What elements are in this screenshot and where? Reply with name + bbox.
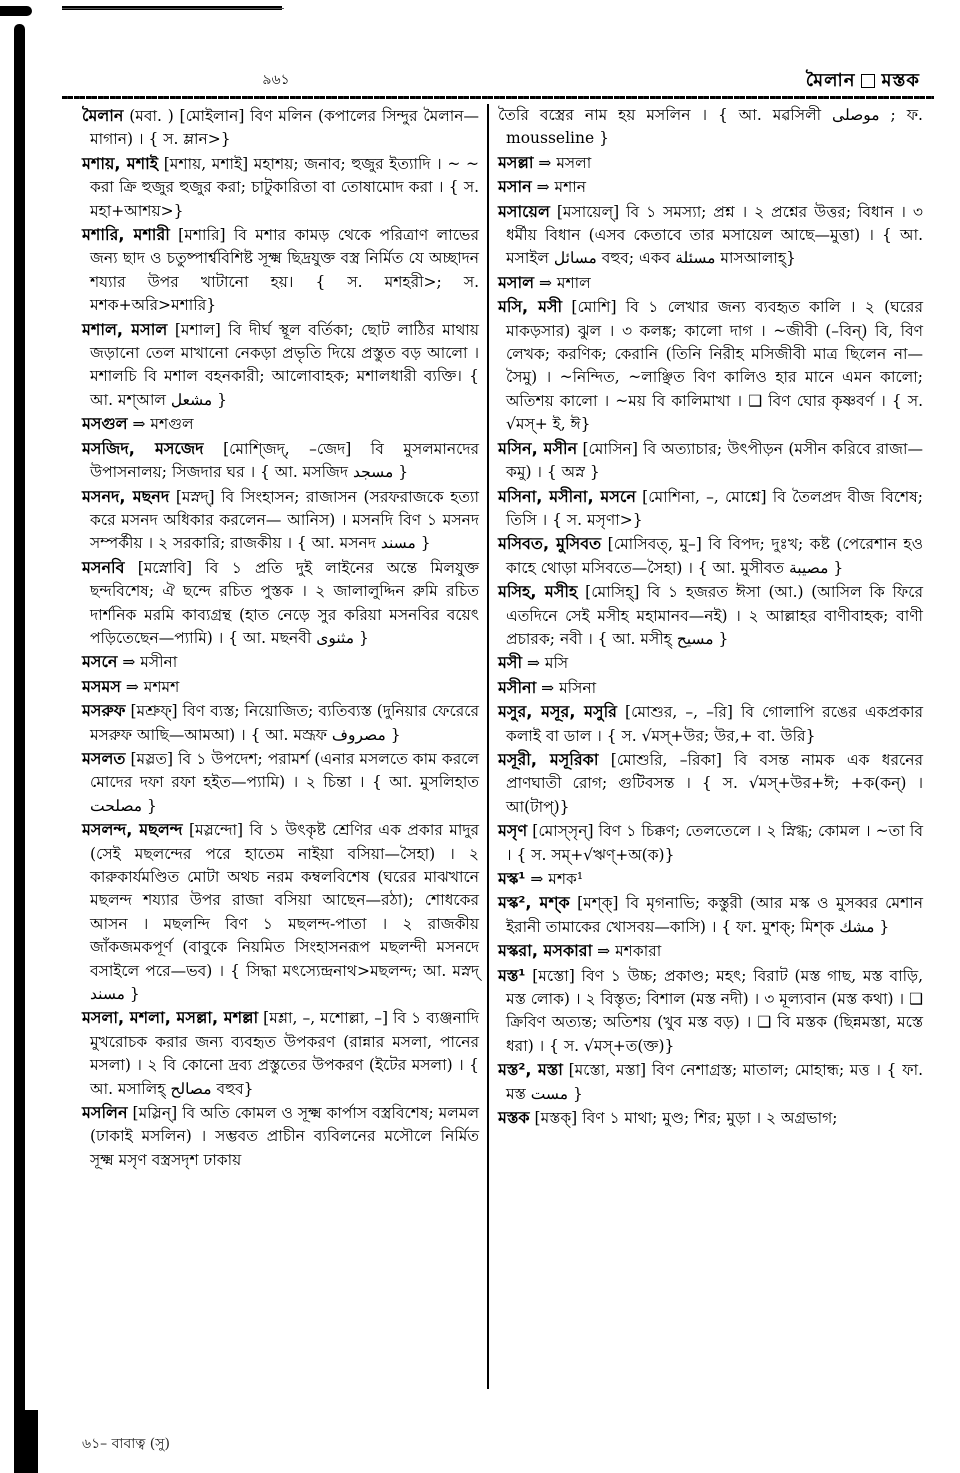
entry-definition: ⇒ মসিনা	[536, 678, 597, 697]
entry-definition: [মস্নোবি] বি ১ প্রতি দুই লাইনের অন্তে মিলযুক্ত ছন্দবিশেষ; ঐ ছন্দে রচিত পুস্তক । ২ জালালুদ্দিন রুমি রচিত দার্শনিক মরমি কাব্যগ্রন্থ (হাত নেড়ে সুর করিয়া মসনবির বয়েৎ পড়িতেছেন—প্যামি) । { আ. মছনবী مثنوی }	[90, 558, 479, 647]
entry-headword: মশায়, মশাই	[82, 153, 159, 173]
entry-definition: ⇒ মশান	[531, 178, 587, 197]
entry-definition: ⇒ মশাল	[534, 273, 591, 292]
entry-definition: [মোশুর, –, –রি] বি গোলাপি রঙের একপ্রকার কলাই বা ডাল । { স. √মস্+উর; উর,+ বা. উরি}	[506, 703, 923, 745]
dictionary-entry	[82, 556, 479, 651]
dictionary-entry	[498, 295, 923, 436]
dictionary-entry	[82, 437, 479, 485]
entry-definition: [মশ্রুফ্] বিণ ব্যস্ত; নিয়োজিত; ব্যতিব্যস্ত (দুনিয়ার ফেরেরে মসরুফ আছি—আমআ) । { আ. মস্রূফ مصروف }	[90, 702, 479, 744]
entry-headword: মসগুল	[82, 414, 128, 434]
dictionary-entry	[82, 104, 479, 152]
entry-definition: [মস্নদ্] বি সিংহাসন; রাজাসন (সরফরাজকে হত্যা করে মসনদ অধিকার করলেন— আনিস) । মসনদি বিণ ১ মসনদ সম্পর্কীয় । ২ সরকারি; রাজকীয় । { আ. মসনদ مسند }	[90, 487, 479, 553]
dictionary-entry	[498, 485, 923, 533]
entry-definition: [মোসিহ্] বি ১ হজরত ঈসা (আ.) (আসিল কি ফিরে এতদিনে সেই মসীহ মহামানব—নই) । ২ আল্লাহর বাণীবাহক; বাণী প্রচারক; নবী । { আ. মসীহ্ مسيح }	[506, 583, 923, 648]
entry-headword: মসি, মসী	[498, 297, 563, 317]
entry-headword: মসৃণ	[498, 821, 528, 841]
entry-headword: মসিবত, মুসিবত	[498, 534, 602, 554]
guide-words	[806, 66, 920, 97]
entry-headword: মশাল, মসাল	[82, 319, 168, 339]
dictionary-entry	[498, 104, 923, 151]
entry-headword: মসিহ, মসীহ	[498, 582, 578, 602]
entry-definition: [মোসিবত্, মু–] বি বিপদ; দুঃখ; কষ্ট (পেরেশান হও কাহে থোড়া মসিবতে—সৈহা) । { আ. মুসীবত مصيبة }	[506, 535, 923, 577]
entry-headword: মস্করা, মসকারা	[498, 941, 593, 961]
entry-definition: ⇒ মশগুল	[127, 415, 194, 434]
entry-definition: ⇒ মশমশ	[120, 677, 180, 696]
entry-definition: ⇒ মসি	[522, 654, 569, 673]
entry-headword: মসিনা, মসীনা, মসনে	[498, 486, 636, 506]
entry-headword: মৈলান	[82, 106, 124, 125]
entry-headword: মস্ক¹	[498, 869, 526, 888]
dictionary-entry	[82, 818, 479, 1006]
entry-headword: মসনবি	[82, 557, 125, 577]
entry-definition: [মোশি] বি ১ লেখার জন্য ব্যবহৃত কালি । ২ (ঘরের মাকড়সার) ঝুল । ৩ কলঙ্ক; কালো দাগ । ~জীবী (–বিন্) বি, বিণ লেখক; করণিক; কেরানি (তিনি নিরীহ মসিজীবী মাত্র ছিলেন না—সৈমু) । ~নিন্দিত, ~লাঞ্ছিত বিণ কালিও হার মানে এমন কালো; অতিশয় কালো । ~ময় বি কালিমাখা । ❑ বিণ ঘোর কৃষ্ণবর্ণ । { স. √মস্+ ই, ঈ}	[506, 298, 923, 434]
entry-headword: মসী	[498, 653, 523, 673]
dictionary-entry	[82, 485, 479, 556]
entry-definition: [মস্লত] বি ১ উপদেশ; পরামর্শ (এনার মসলতে কাম করলে মোদের দফা রফা হইত—প্যামি) । ২ চিন্তা । { আ. মুসলিহাত مصلحت }	[90, 749, 479, 815]
dictionary-entry	[82, 650, 479, 674]
left-column	[82, 104, 479, 1172]
entry-headword: মস্ত¹	[498, 965, 526, 985]
dictionary-entry	[498, 748, 923, 819]
dictionary-entry	[498, 964, 923, 1059]
dictionary-entry	[82, 412, 479, 436]
entry-definition: [মোসিন] বি অত্যাচার; উৎপীড়ন (মসীন করিবে রাজা—কমু) । { অস্ন }	[506, 439, 923, 482]
entry-headword: মসনদ, মছনদ	[82, 486, 170, 506]
entry-definition: (মবা. ) [মোইলান] বিণ মলিন (কপালের সিন্দুর মৈলান— মাগান) । { স. ম্লান>}	[90, 107, 479, 149]
entry-headword: মসমস	[82, 676, 121, 696]
entry-headword: মসলত	[82, 748, 126, 768]
guide-word-first: মৈলান	[805, 70, 856, 91]
separator-box-icon	[861, 74, 875, 88]
footer-signature: ৬১– বাবাত্ব (সু)	[82, 1436, 170, 1452]
page-number: ৯৬১	[262, 72, 290, 88]
entry-definition: ⇒ মসলা	[533, 153, 592, 172]
entry-headword: মসলন্দ, মছলন্দ	[82, 820, 183, 840]
entry-definition: [মশ্ক্] বি মৃগনাভি; কস্তুরী (আর মস্ক ও মুসব্বর মেশান ইরানী তামাকের খোসবয়—কাসি) । { ফা. মুশক্; মিশ্ক مشك }	[506, 894, 923, 936]
entry-definition: [মোশিনা, –, মোশ্নে] বি তৈলপ্রদ বীজ বিশেষ; তিসি । { স. মসৃণা>}	[506, 487, 923, 529]
entry-definition: [মোশুরি, –রিকা] বি বসন্ত নামক এক ধরনের প্রাণঘাতী রোগ; গুটিবসন্ত । { স. √মস্+উর+ঈ; +ক(কন্) । আ(টাপ্)}	[506, 750, 923, 816]
dictionary-entry	[498, 676, 923, 700]
entry-headword: মসজিদ, মসজেদ	[82, 438, 204, 458]
dictionary-entry	[498, 532, 923, 580]
entry-definition: [মোস্সৃন্] বিণ ১ চিক্কণ; তেলতেলে । ২ স্নিগ্ধ; কোমল । ~তা বি । { স. সম্+√ঋণ্+অ(ক)}	[506, 822, 923, 864]
entry-headword: মস্ক², মশ্ক	[498, 893, 570, 913]
dictionary-entry	[498, 939, 923, 963]
dictionary-entry	[498, 580, 923, 651]
entry-headword: মসলিন	[82, 1103, 128, 1123]
dictionary-entry	[498, 1106, 923, 1130]
dictionary-entry	[498, 175, 923, 199]
top-scan-rule-thin	[62, 8, 284, 9]
dictionary-entry	[498, 151, 923, 175]
entry-definition: ⇒ মশক¹	[525, 870, 584, 888]
entry-definition: [মশাল] বি দীর্ঘ স্থূল বর্তিকা; ছোট লাঠির মাথায় জড়ানো তেল মাখানো নেকড়া প্রভৃতি দিয়ে প্রস্তুত বড় আলো । মশালচি বি মশাল বহনকারী; আলোবাহক; মশালধারী ব্যক্তি। { আ. মশ্আল مشعل }	[90, 320, 479, 409]
header-rule	[62, 96, 934, 99]
entry-headword: মস্তক	[498, 1108, 530, 1128]
right-column	[498, 104, 923, 1130]
entry-headword: মশারি, মশারী	[82, 225, 170, 245]
entry-definition: [মসায়েল্] বি ১ সমস্যা; প্রশ্ন । ২ প্রশ্নের উত্তর; বিধান । ৩ ধর্মীয় বিধান (এসব কেতাবে তার মসায়েল আছে—মুত্তা) । { আ. মসাইল مسائل বহুব; একব مسئلة মাসআলাহ্}	[506, 202, 923, 268]
dictionary-entry	[82, 223, 479, 318]
entry-definition: [মস্তক্] বিণ ১ মাথা; মুণ্ড; শির; মুড়া । ২ অগ্রভাগ;	[529, 1109, 838, 1128]
entry-definition: [মশ্লা, –, মশোল্লা, –] বি ১ ব্যঞ্জনাদি মুখরোচক করার জন্য ব্যবহৃত উপকরণ (রান্নার মসলা, পানের মসলা) । ২ বি কোনো দ্রব্য প্রস্তুতের উপকরণ (ইটের মসলা) । { আ. মসালিহ্ مصالح বহুব}	[90, 1009, 479, 1098]
entry-definition: [মোশ্জিদ্, –জেদ] বি মুসলমানদের উপাসনালয়; সিজদার ঘর । { আ. মসজিদ مسجد }	[90, 439, 479, 482]
dictionary-entry	[498, 271, 923, 295]
entry-definition: [মশায়, মশাই] মহাশয়; জনাব; হুজুর ইত্যাদি । ~ ~ করা ক্রি হুজুর হুজুর করা; চাটুকারিতা বা তোষামোদ করা । { স. মহা+আশয়>}	[90, 154, 479, 220]
entry-definition: [মস্লন্দো] বি ১ উৎকৃষ্ট শ্রেণির এক প্রকার মাদুর (সেই মছলন্দের পরে হাতেম নাইয়া বসিয়া—সৈহা) । ২ কারুকার্যমণ্ডিত মোটা অথচ নরম কম্বলবিশেষ (ঘরের মাঝখানে মছলন্দ শয্যার উপর রাজা বসিয়া আছেন—রঠা); শোধকের আসন । মছলন্দি বিণ ১ মছলন্দ-পাতা । ২ রাজকীয় জাঁকজমকপূর্ণ (বাবুকে নিয়মিত সিংহাসনরূপ মছলন্দী মসনদে বসাইলে পরে—ভব) । { সিদ্ধা মৎস্যেন্দ্রনাথ>মছলন্দ; আ. মস্নদ্ مسند }	[90, 821, 479, 1004]
entry-definition: [মস্তো, মস্তা] বিণ নেশাগ্রস্ত; মাতাল; মোহান্ধ; মত্ত । { ফা. মস্ত مست }	[506, 1061, 923, 1103]
dictionary-entry	[498, 867, 923, 891]
entry-headword: মসীনা	[498, 677, 537, 697]
entry-headword: মসল্লা	[498, 152, 534, 172]
scan-edge-top	[0, 6, 32, 16]
dictionary-entry	[498, 1058, 923, 1106]
dictionary-entry	[498, 200, 923, 271]
column-divider	[487, 104, 489, 1389]
entry-headword: মসূরী, মসূরিকা	[498, 749, 599, 769]
scan-binding-edge	[14, 24, 25, 1464]
dictionary-entry	[498, 651, 923, 675]
entry-headword: মসায়েল	[498, 201, 550, 221]
entry-headword: মসরুফ	[82, 701, 126, 721]
dictionary-entry	[82, 699, 479, 747]
dictionary-entry	[82, 675, 479, 699]
entry-definition: [মস্তো] বিণ ১ উচ্চ; প্রকাণ্ড; মহৎ; বিরাট (মস্ত গাছ, মস্ত বাড়ি, মস্ত লোক) । ২ বিস্তৃত; বিশাল (মস্ত নদী) । ৩ মূল্যবান (মস্ত কথা) । ❑ ক্রিবিণ অত্যন্ত; অতিশয় (খুব মস্ত বড়) । ❑ বি মস্তক (ছিন্নমস্তা, মস্তে ধরা) । { স. √মস্+ত(ক্ত)}	[506, 966, 923, 1055]
entry-headword: মসলা, মশলা, মসল্লা, মশল্লা	[82, 1008, 259, 1028]
entry-definition: ⇒ মসীনা	[117, 653, 178, 672]
dictionary-entry	[82, 1101, 479, 1172]
entry-headword: মসাল	[498, 272, 535, 292]
dictionary-entry	[82, 152, 479, 223]
dictionary-entry	[498, 700, 923, 748]
entry-headword: মস্ত², মস্তা	[498, 1060, 563, 1080]
entry-headword: মসিন, মসীন	[498, 438, 578, 458]
entry-definition: [মশারি] বি মশার কামড় থেকে পরিত্রাণ লাভের জন্য ছাদ ও চতুষ্পার্শ্ববিশিষ্ট সূক্ষ্ম ছিদ্রযুক্ত বস্ত্র নির্মিত যে অচ্ছাদন শয্যার উপর খাটানো হয়। { স. মশহরী>; স. মশক+অরি>মশারি}	[90, 226, 480, 315]
dictionary-entry	[82, 318, 479, 413]
entry-definition: ⇒ মশকারা	[592, 942, 662, 961]
entry-headword: মসুর, মসূর, মসুরি	[498, 702, 617, 722]
guide-word-last: মস্তক	[881, 70, 920, 91]
entry-definition: [মস্লিন্] বি অতি কোমল ও সূক্ষ্ম কার্পাস বস্ত্রবিশেষ; মলমল (ঢাকাই মসলিন) । সম্ভবত প্রাচীন ব্যবিলনের মসৌলে নির্মিত সূক্ষ্ম মসৃণ বস্ত্রসদৃশ ঢাকায়	[90, 1104, 479, 1169]
entry-definition: তৈরি বস্ত্রের নাম হয় মসলিন । { আ. মৱসিলী موصلی ; ফ. mousseline }	[498, 106, 923, 148]
dictionary-entry	[82, 1006, 479, 1101]
dictionary-entry	[498, 891, 923, 939]
scan-edge-bottom	[14, 1410, 38, 1473]
dictionary-entry	[498, 437, 923, 485]
dictionary-entry	[82, 747, 479, 818]
entry-headword: মসান	[498, 177, 532, 197]
entry-headword: মসনে	[82, 652, 118, 672]
dictionary-entry	[498, 819, 923, 867]
